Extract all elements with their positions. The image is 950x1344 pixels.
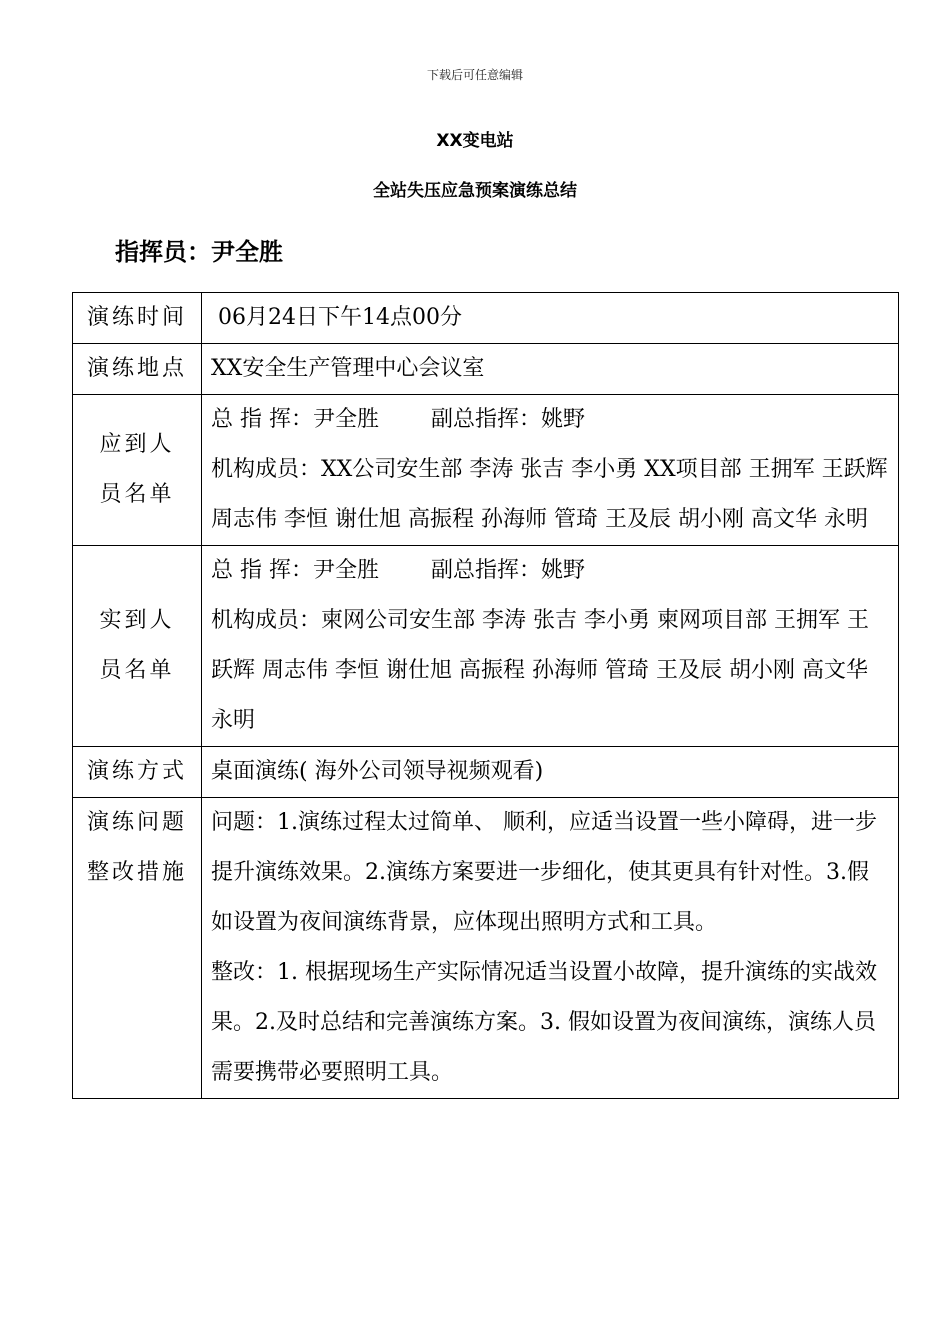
actual-deputy: 副总指挥：姚野	[431, 558, 586, 583]
table-row-expected	[73, 395, 899, 546]
expected-label-line2: 员名单	[99, 482, 175, 507]
expected-commander: 总 指 挥：尹全胜	[211, 407, 379, 432]
actual-label	[73, 546, 202, 747]
actual-label-line2: 员名单	[99, 658, 175, 683]
actual-commander-line	[211, 546, 890, 596]
actual-commander: 总 指 挥：尹全胜	[211, 558, 379, 583]
actual-label-line1: 实到人	[99, 608, 175, 633]
actual-list	[202, 546, 899, 747]
method-value: 桌面演练( 海外公司领导视频观看)	[202, 747, 899, 798]
expected-members: 机构成员：XX公司安生部 李涛 张吉 李小勇 XX项目部 王拥军 王跃辉 周志伟 李恒 谢仕旭 高振程 孙海师 管琦 王及辰 胡小刚 高文华 永明	[211, 457, 888, 532]
expected-commander-line	[211, 395, 890, 445]
table-row-actual	[73, 546, 899, 747]
time-value: 06月24日下午14点00分	[202, 293, 899, 344]
expected-deputy: 副总指挥：姚野	[431, 407, 586, 432]
method-label: 演练方式	[73, 747, 202, 798]
drill-summary-table	[72, 292, 899, 1099]
time-label: 演练时间	[73, 293, 202, 344]
issues-problems: 问题：1.演练过程太过简单、 顺利，应适当设置一些小障碍，进一步提升演练效果。2.演练方案要进一步细化，使其更具有针对性。3.假如设置为夜间演练背景，应体现出照明方式和工具。	[211, 810, 877, 935]
issues-content	[202, 798, 899, 1099]
issues-label	[73, 798, 202, 1099]
expected-label	[73, 395, 202, 546]
location-label: 演练地点	[73, 344, 202, 395]
actual-members: 机构成员：柬网公司安生部 李涛 张吉 李小勇 柬网项目部 王拥军 王跃辉 周志伟 李恒 谢仕旭 高振程 孙海师 管琦 王及辰 胡小刚 高文华 永明	[211, 608, 869, 733]
header-note: 下载后可任意编辑	[426, 68, 523, 82]
expected-label-line1: 应到人	[99, 432, 175, 457]
table-row-location	[73, 344, 899, 395]
table-row-issues	[73, 798, 899, 1099]
table-row-method	[73, 747, 899, 798]
issues-label-line2: 整改措施	[86, 860, 187, 885]
document-subtitle: 全站失压应急预案演练总结	[373, 181, 577, 201]
issues-label-line1: 演练问题	[86, 810, 187, 835]
issues-rectification: 整改：1. 根据现场生产实际情况适当设置小故障，提升演练的实战效果。2.及时总结和完善演练方案。3. 假如设置为夜间演练，演练人员需要携带必要照明工具。	[211, 960, 877, 1085]
location-value: XX安全生产管理中心会议室	[202, 344, 899, 395]
commander-heading: 指挥员：尹全胜	[115, 238, 283, 266]
expected-list	[202, 395, 899, 546]
document-title: XX变电站	[436, 131, 514, 151]
table-row-time	[73, 293, 899, 344]
